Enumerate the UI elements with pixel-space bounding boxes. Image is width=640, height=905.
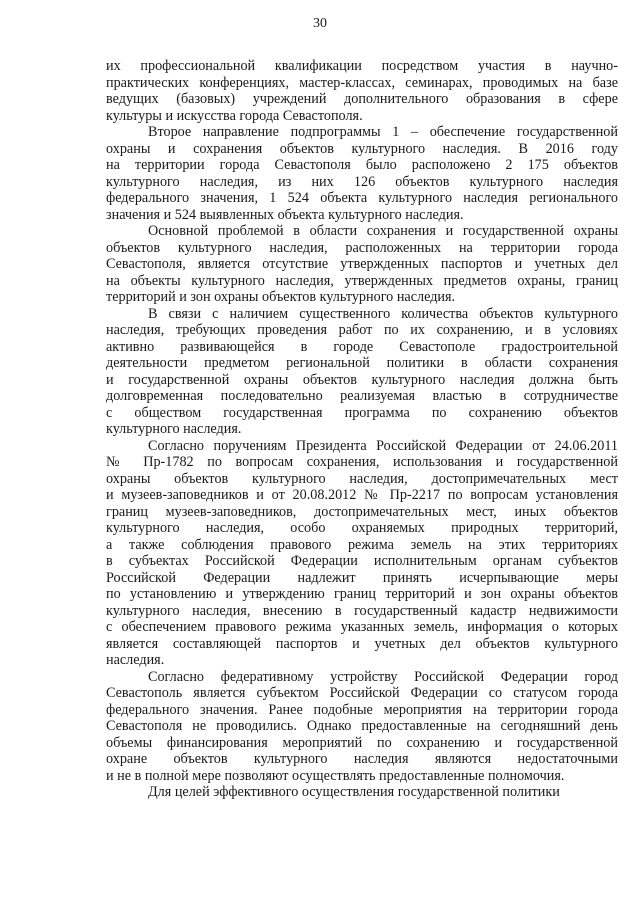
text-line: Для целей эффективного осуществления государственной политики	[148, 784, 560, 800]
text-line: культурного наследия.	[106, 421, 242, 437]
text-line: Согласно поручениям Президента Российской Федерации от 24.06.2011	[148, 437, 618, 454]
text-line: федерального значения. Ранее подобные мероприятия на территории города	[106, 701, 618, 718]
text-line: федерального значения, 1 524 объекта культурного наследия регионального	[106, 190, 618, 206]
paragraph	[106, 669, 618, 785]
text-line: культурного наследия, внесению в государственный кадастр недвижимости	[106, 602, 618, 619]
text-line: Российской Федерации надлежит принять исчерпывающие меры	[106, 569, 618, 586]
paragraph	[106, 58, 618, 124]
text-line: Основной проблемой в области сохранения и государственной охраны	[148, 223, 618, 239]
text-line: Севастополь является субъектом Российской Федерации со статусом города	[106, 685, 618, 701]
text-line: культурного наследия, особо охраняемых природных территорий,	[106, 520, 618, 536]
text-line: № Пр-1782 по вопросам сохранения, использования и государственной	[106, 454, 618, 470]
text-line: наследия.	[106, 652, 165, 668]
text-line: деятельности предметом региональной политики в области сохранения	[106, 355, 618, 371]
text-line: и музеев-заповедников и от 20.08.2012 № Пр-2217 по вопросам установления	[106, 487, 618, 503]
text-line: территорий и зон охраны объектов культурного наследия.	[106, 289, 456, 305]
text-line: практических конференциях, мастер-классах, семинарах, проводимых на базе	[106, 74, 618, 91]
text-line: Согласно федеративному устройству Российской Федерации город	[148, 668, 618, 685]
text-line: а также соблюдения правового режима земель на этих территориях	[106, 536, 618, 553]
text-line: с обществом государственная программа по сохранению объектов	[106, 404, 618, 421]
paragraph	[106, 124, 618, 223]
document-body	[106, 58, 618, 801]
text-line: с обеспечением правового режима указанных земель, информация о которых	[106, 619, 618, 635]
text-line: активно развивающейся в городе Севастополе градостроительной	[106, 338, 618, 355]
text-line: охраны и сохранения объектов культурного наследия. В 2016 году	[106, 140, 618, 157]
text-line: значения и 524 выявленных объекта культурного наследия.	[106, 206, 464, 223]
text-line: и не в полной мере позволяют осуществлять предоставленные полномочия.	[106, 767, 565, 784]
text-line: культуры и искусства города Севастополя.	[106, 107, 363, 124]
text-line: объемы финансирования мероприятий по сохранению и государственной	[106, 734, 618, 751]
paragraph	[106, 784, 618, 801]
text-line: охраны объектов культурного наследия, достопримечательных мест	[106, 470, 618, 487]
text-line: объектов культурного наследия, расположенных на территории города	[106, 239, 618, 256]
text-line: долговременная последовательно реализуемая властью в сотрудничестве	[106, 388, 618, 404]
paragraph	[106, 306, 618, 438]
text-line: Севастополя, является отсутствие утвержденных паспортов и учетных дел	[106, 256, 618, 272]
text-line: В связи с наличием существенного количества объектов культурного	[148, 305, 618, 322]
text-line: границ музеев-заповедников, достопримечательных мест, иных объектов	[106, 503, 618, 520]
page-number: 30	[313, 16, 327, 31]
text-line: ведущих (базовых) учреждений дополнительного образования в сфере	[106, 91, 618, 107]
text-line: является составляющей паспортов и учетных дел объектов культурного	[106, 635, 618, 652]
text-line: в субъектах Российской Федерации исполнительным органам субъектов	[106, 553, 618, 569]
text-line: Севастополя не проводились. Однако предоставленные на сегодняшний день	[106, 718, 618, 734]
text-line: на объекты культурного наследия, утвержденных предметов охраны, границ	[106, 272, 618, 289]
text-line: их профессиональной квалификации посредством участия в научно-	[106, 58, 618, 74]
paragraph	[106, 438, 618, 669]
text-line: на территории города Севастополя было расположено 2 175 объектов	[106, 157, 618, 173]
text-line: и государственной охраны объектов культурного наследия должна быть	[106, 371, 618, 388]
paragraph	[106, 223, 618, 306]
text-line: охране объектов культурного наследия являются недостаточными	[106, 751, 618, 767]
text-line: наследия, требующих проведения работ по их сохранению, и в условиях	[106, 322, 618, 338]
text-line: по установлению и утверждению границ территорий и зон охраны объектов	[106, 586, 618, 602]
text-line: культурного наследия, из них 126 объектов культурного наследия	[106, 173, 618, 190]
text-line: Второе направление подпрограммы 1 – обеспечение государственной	[148, 124, 618, 140]
